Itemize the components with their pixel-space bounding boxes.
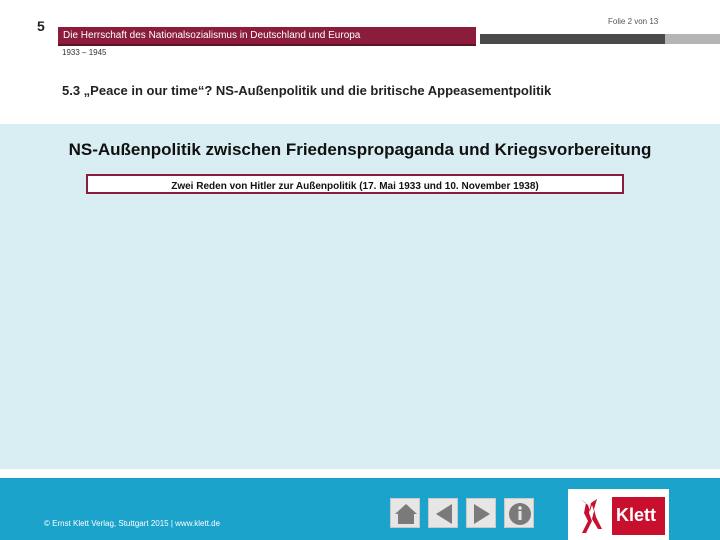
header-divider-bar-end	[665, 34, 720, 44]
copyright-text: © Ernst Klett Verlag, Stuttgart 2015 | www.klett.de	[44, 519, 221, 528]
next-icon	[467, 499, 497, 529]
logo-wordmark: Klett	[616, 505, 656, 525]
chapter-number: 5	[37, 18, 45, 34]
section-subtitle: 5.3 „Peace in our time“? NS-Außenpolitik und die britische Appeasementpolitik	[62, 83, 552, 98]
page-title: NS-Außenpolitik zwischen Friedenspropaganda und Kriegsvorbereitung	[68, 140, 652, 159]
header-divider-bar	[480, 34, 665, 44]
previous-button[interactable]	[428, 498, 458, 528]
home-icon	[391, 499, 421, 529]
chapter-title: Die Herrschaft des Nationalsozialismus in Deutschland und Europa	[63, 30, 361, 41]
home-button[interactable]	[390, 498, 420, 528]
info-icon	[505, 499, 535, 529]
chapter-dates: 1933 – 1945	[62, 48, 107, 57]
previous-icon	[429, 499, 459, 529]
source-box	[86, 174, 624, 194]
chapter-title-bar	[58, 27, 476, 46]
next-button[interactable]	[466, 498, 496, 528]
logo-wordmark-box	[612, 497, 665, 535]
source-box-label: Zwei Reden von Hitler zur Außenpolitik (17. Mai 1933 und 10. November 1938)	[171, 181, 539, 192]
klett-clover-icon	[572, 493, 610, 537]
klett-logo	[568, 489, 669, 540]
info-button[interactable]	[504, 498, 534, 528]
slide-counter: Folie 2 von 13	[608, 17, 659, 26]
